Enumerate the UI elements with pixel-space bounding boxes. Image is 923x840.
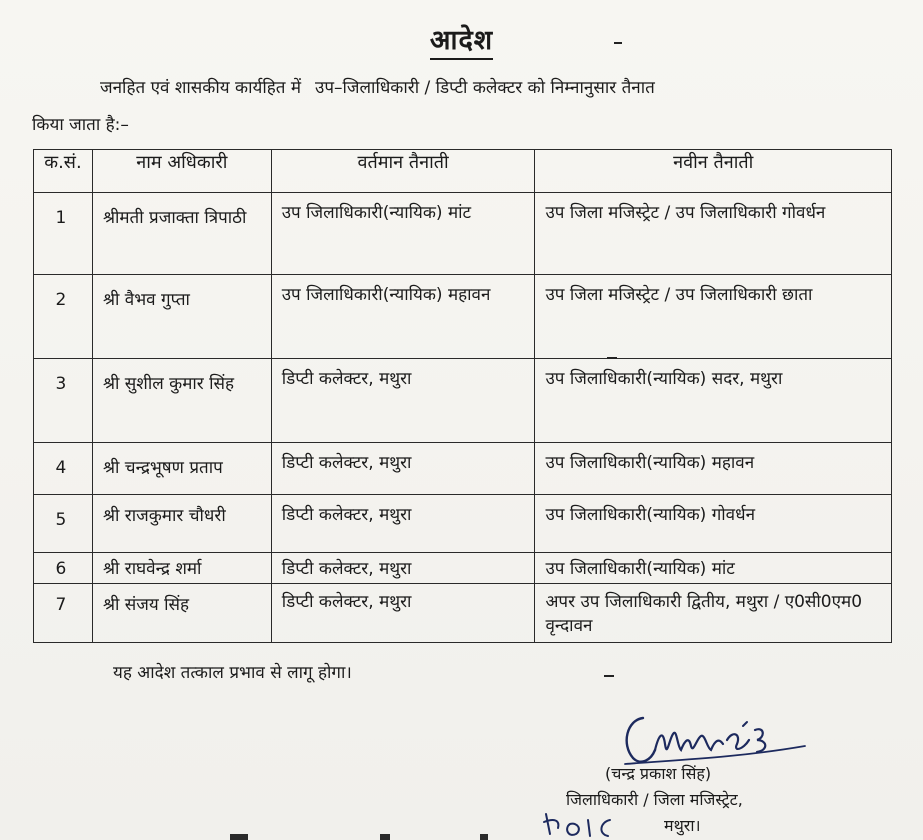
row-serial: 4 [55,458,67,478]
pen-mark [604,675,614,677]
header-officer-name: नाम अधिकारी [92,150,271,193]
header-serial: क.सं. [34,150,93,193]
row-current-posting: डिप्टी कलेक्टर, मथुरा [281,559,412,579]
row-new-posting: उप जिलाधिकारी(न्यायिक) महावन [545,453,755,473]
row-new-posting: उप जिलाधिकारी(न्यायिक) सदर, मथुरा [545,369,783,389]
row-current-posting: डिप्टी कलेक्टर, मथुरा [281,369,412,389]
intro-line-2: किया जाता है:– [32,115,129,135]
cut-off-text-fragment [230,828,610,840]
table-row [34,275,892,359]
intro-line-1 [100,75,655,98]
intro-text-b: उप–जिलाधिकारी / डिप्टी कलेक्टर को निम्नानुसार तैनात [315,78,655,98]
row-new-posting: उप जिलाधिकारी(न्यायिक) मांट [545,559,735,579]
row-new-posting: उप जिला मजिस्ट्रेट / उप जिलाधिकारी गोवर्धन [545,203,826,223]
header-current-posting: वर्तमान तैनाती [271,150,535,193]
row-officer-name: श्री चन्द्रभूषण प्रताप [102,458,223,478]
order-title: आदेश [0,20,923,57]
row-officer-name: श्री संजय सिंह [102,595,190,615]
header-new-posting: नवीन तैनाती [535,150,892,193]
row-current-posting: डिप्टी कलेक्टर, मथुरा [281,453,412,473]
row-officer-name: श्री राघवेन्द्र शर्मा [102,559,202,579]
signatory-designation: जिलाधिकारी / जिला मजिस्ट्रेट, [566,790,743,809]
row-officer-name: श्री राजकुमार चौधरी [102,506,226,526]
row-serial: 1 [55,208,67,228]
table-row [34,359,892,443]
row-serial: 5 [55,510,67,530]
row-officer-name: श्री वैभव गुप्ता [102,290,190,310]
row-current-posting: डिप्टी कलेक्टर, मथुरा [281,505,412,525]
row-officer-name: श्रीमती प्रजाक्ता त्रिपाठी [102,208,247,228]
row-current-posting: उप जिलाधिकारी(न्यायिक) महावन [281,285,491,305]
row-new-posting: उप जिला मजिस्ट्रेट / उप जिलाधिकारी छाता [545,285,813,305]
effect-note: यह आदेश तत्काल प्रभाव से लागू होगा। [113,663,352,683]
row-new-posting: अपर उप जिलाधिकारी द्वितीय, मथुरा / ए0सी0एम0 वृन्दावन [545,592,863,636]
table-row [34,553,892,584]
posting-table [33,149,892,643]
signatory-name: (चन्द्र प्रकाश सिंह) [605,764,712,783]
row-new-posting: उप जिलाधिकारी(न्यायिक) गोवर्धन [545,505,756,525]
row-serial: 7 [55,595,67,615]
table-row [34,584,892,643]
row-current-posting: उप जिलाधिकारी(न्यायिक) मांट [281,203,472,223]
table-row [34,495,892,553]
pen-mark [607,357,617,359]
row-serial: 3 [55,374,67,394]
pen-mark [614,42,622,44]
row-current-posting: डिप्टी कलेक्टर, मथुरा [281,592,412,612]
table-row [34,443,892,495]
row-serial: 2 [55,290,67,310]
table-row [34,193,892,275]
intro-text-a: जनहित एवं शासकीय कार्यहित में [100,78,302,98]
table-header-row [34,150,892,193]
row-serial: 6 [55,559,67,579]
row-officer-name: श्री सुशील कुमार सिंह [102,374,235,394]
signatory-place: मथुरा। [664,816,701,835]
